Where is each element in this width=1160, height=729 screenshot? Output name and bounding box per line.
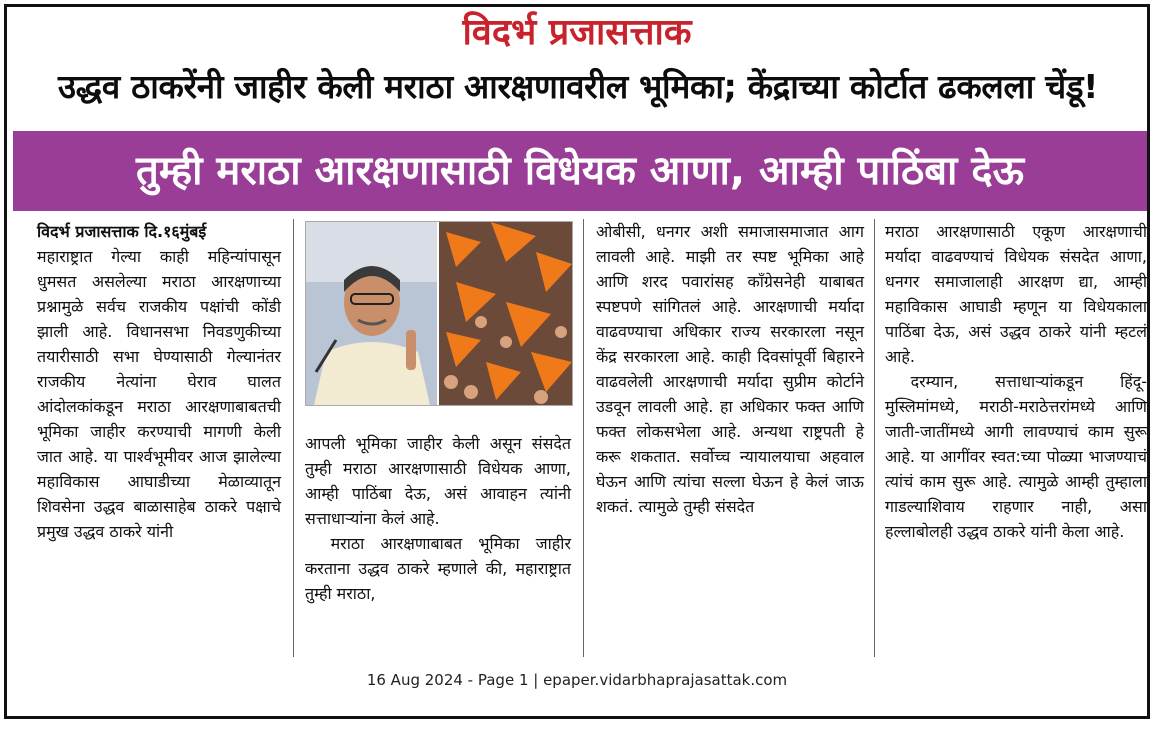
column-divider (583, 219, 584, 657)
newspaper-masthead: विदर्भ प्रजासत्ताक (462, 12, 692, 53)
article-column-4 (885, 219, 1147, 544)
article-photo (305, 221, 573, 406)
article-column-1 (37, 219, 281, 544)
article-column-3 (596, 219, 864, 519)
column-divider (874, 219, 875, 657)
article-banner: तुम्ही मराठा आरक्षणासाठी विधेयक आणा, आम्ही पाठिंबा देऊ (13, 131, 1147, 211)
column-1-text: महाराष्ट्रात गेल्या काही महिन्यांपासून धुमसत असलेल्या मराठा आरक्षणाच्या प्रश्नामुळे सर्वच राजकीय पक्षांची कोंडी झाली आहे. विधानसभा निवडणुकीच्या तयारीसाठी सभा घेण्यासाठी गेल्यानंतर राजकीय नेत्यांना घेराव घालत आंदोलकांकडून मराठा आरक्षणाबाबतची भूमिका जाहीर करण्याची मागणी केली जात आहे. या पार्श्वभूमीवर आज झालेल्या महाविकास आघाडीच्या मेळाव्यातून शिवसेना उद्धव बाळासाहेब ठाकरे पक्षाचे प्रमुख उद्धव ठाकरे यांनी (37, 247, 281, 541)
column-4-text-1: मराठा आरक्षणासाठी एकूण आरक्षणाची मर्यादा वाढवण्याचं विधेयक संसदेत आणा, धनगर समाजालाही आरक्षण द्या, आम्ही महाविकास आघाडी म्हणून या विधेयकाला पाठिंबा देऊ, असं उद्धव ठाकरे यांनी म्हटलं आहे. (885, 222, 1147, 366)
page-footer: 16 Aug 2024 - Page 1 | epaper.vidarbhaprajasattak.com (366, 671, 788, 689)
column-4-text-2: दरम्यान, सत्ताधाऱ्यांकडून हिंदू-मुस्लिमांमध्ये, मराठी-मराठेत्तरांमध्ये आणि जाती-जातींमध्ये आगी लावण्याचं काम सुरू आहे. या आगींवर स्वत:च्या पोळ्या भाजण्याचं त्यांचं काम सुरू आहे. त्यामुळे आम्ही तुम्हाला गाडल्याशिवाय राहणार नाही, असा हल्लाबोलही उद्धव ठाकरे यांनी केला आहे. (885, 372, 1147, 541)
newspaper-page (4, 4, 1150, 719)
article-headline: उद्धव ठाकरेंनी जाहीर केली मराठा आरक्षणावरील भूमिका; केंद्राच्या कोर्टात ढकलला चेंडू! (57, 67, 1099, 106)
column-divider (293, 219, 294, 657)
article-column-2 (305, 431, 571, 606)
column-3-text: ओबीसी, धनगर अशी समाजासमाजात आग लावली आहे. माझी तर स्पष्ट भूमिका आहे आणि शरद पवारांसह काँग्रेसनेही याबाबत स्पष्टपणे सांगितलं आहे. आरक्षणाची मर्यादा वाढवण्याचा अधिकार राज्य सरकारला नसून केंद्र सरकारला आहे. काही दिवसांपूर्वी बिहारने वाढवलेली आरक्षणाची मर्यादा सुप्रीम कोर्टाने उडवून लावली आहे. हा अधिकार फक्त आणि फक्त लोकसभेला आहे. अन्यथा राष्ट्रपती हे करू शकतात. सर्वोच्च न्यायालयाचा अहवाल घेऊन आणि त्यांचा सल्ला घेऊन हे केलं जाऊ शकतं. त्यामुळे तुम्ही संसदेत (596, 222, 864, 516)
column-2-text-1: आपली भूमिका जाहीर केली असून संसदेत तुम्ही मराठा आरक्षणासाठी विधेयक आणा, आम्ही पाठिंबा देऊ, असं आवाहन त्यांनी सत्ताधाऱ्यांना केलं आहे. (305, 434, 571, 528)
column-2-text-2: मराठा आरक्षणाबाबत भूमिका जाहीर करताना उद्धव ठाकरे म्हणाले की, महाराष्ट्रात तुम्ही मराठा, (305, 534, 571, 603)
article-dateline: विदर्भ प्रजासत्ताक दि.१६मुंबई (37, 222, 207, 241)
